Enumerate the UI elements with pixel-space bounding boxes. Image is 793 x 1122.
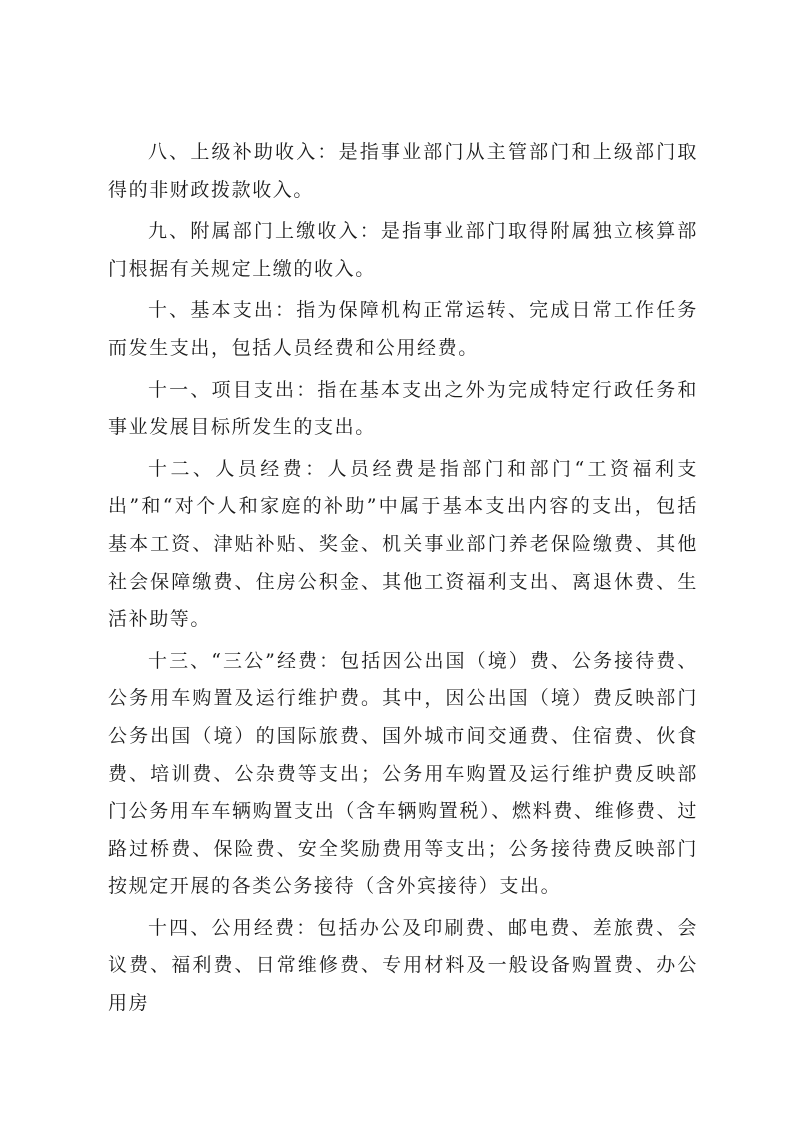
paragraph-basic-expenditure: 十、基本支出：指为保障机构正常运转、完成日常工作任务而发生支出，包括人员经费和公用经费。 [108,299,698,359]
paragraph-affiliated-remittance-income: 九、附属部门上缴收入：是指事业部门取得附属独立核算部门根据有关规定上缴的收入。 [108,220,698,280]
paragraph-public-expenses: 十四、公用经费：包括办公及印刷费、邮电费、差旅费、会议费、福利费、日常维修费、专用材料及一般设备购置费、办公用房 [108,916,698,1015]
paragraph-superior-subsidy-income: 八、上级补助收入：是指事业部门从主管部门和上级部门取得的非财政拨款收入。 [108,141,698,201]
document-body [108,134,698,1027]
paragraph-three-public-expenses: 十三、“三公”经费：包括因公出国（境）费、公务接待费、公务用车购置及运行维护费。其中，因公出国（境）费反映部门公务出国（境）的国际旅费、国外城市间交通费、住宿费、伙食费、培训费、公杂费等支出；公务用车购置及运行维护费反映部门公务用车车辆购置支出（含车辆购置税）、燃料费、维修费、过路过桥费、保险费、安全奖励费用等支出；公务接待费反映部门按规定开展的各类公务接待（含外宾接待）支出。 [108,649,698,898]
paragraph-personnel-expenses: 十二、人员经费：人员经费是指部门和部门“工资福利支出”和“对个人和家庭的补助”中属于基本支出内容的支出，包括基本工资、津贴补贴、奖金、机关事业部门养老保险缴费、其他社会保障缴费、住房公积金、其他工资福利支出、离退休费、生活补助等。 [108,457,698,631]
paragraph-project-expenditure: 十一、项目支出：指在基本支出之外为完成特定行政任务和事业发展目标所发生的支出。 [108,378,698,439]
